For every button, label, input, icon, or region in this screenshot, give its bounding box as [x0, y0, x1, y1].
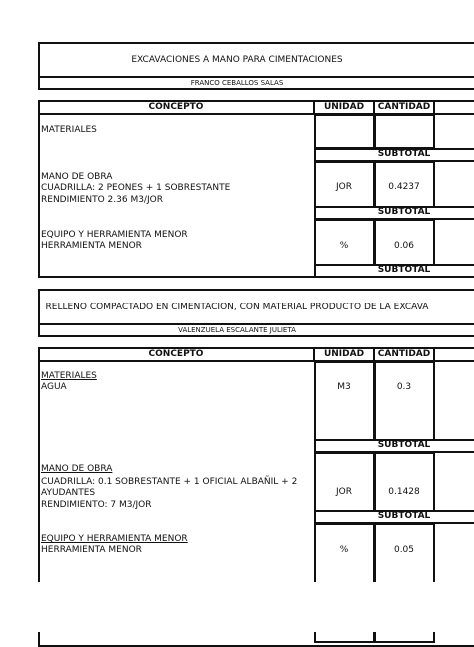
section2-mano-obra-line1: CUADRILLA: 0.1 SOBRESTANTE + 1 OFICIAL ALBAÑIL + 2 — [41, 477, 298, 487]
section2-mano-obra-cantidad: 0.1428 — [388, 487, 420, 497]
section2-subtotal2-label: SUBTOTAL — [377, 511, 431, 521]
section1-mano-obra-line2: RENDIMIENTO 2.36 M3/JOR — [41, 195, 163, 205]
section2-materiales-cantidad: 0.3 — [396, 382, 412, 392]
section1-header-concepto: CONCEPTO — [148, 102, 204, 112]
section1-subtotal1-label: SUBTOTAL — [377, 149, 431, 159]
section2-header-divider-a — [313, 347, 315, 361]
section1-author: FRANCO CEBALLOS SALAS — [190, 79, 284, 87]
section1-mano-obra-unidad: JOR — [336, 182, 352, 192]
section1-equipo-heading: EQUIPO Y HERRAMIENTA MENOR — [41, 230, 188, 240]
section2-materiales-line1: AGUA — [41, 382, 67, 392]
section1-mano-obra-line1: CUADRILLA: 2 PEONES + 1 SOBRESTANTE — [41, 183, 231, 193]
section1-equipo-line1: HERRAMIENTA MENOR — [41, 241, 142, 251]
section2-header-unidad: UNIDAD — [323, 349, 365, 359]
page-bottom-margin — [0, 582, 474, 632]
section1-mano-obra-cantidad: 0.4237 — [388, 182, 420, 192]
section2-equipo-unidad: % — [339, 545, 349, 555]
section2-mano-obra-line3: RENDIMIENTO: 7 M3/JOR — [41, 500, 152, 510]
section2-mano-obra-unidad-cell — [314, 452, 375, 512]
section1-mano-obra-heading: MANO DE OBRA — [41, 172, 113, 182]
section2-subtotal1-label: SUBTOTAL — [377, 440, 431, 450]
section2-header-cantidad: CANTIDAD — [377, 349, 431, 359]
section2-header-divider-c — [433, 347, 435, 361]
section2-equipo-line1: HERRAMIENTA MENOR — [41, 545, 142, 555]
section1-header-unidad: UNIDAD — [323, 102, 365, 112]
section2-title: RELLENO COMPACTADO EN CIMENTACIÓN, CON MATERIAL PRODUCTO DE LA EXCAVA — [45, 303, 429, 312]
section1-header-divider-b — [373, 100, 375, 114]
section1-header-cantidad: CANTIDAD — [377, 102, 431, 112]
section2-mano-obra-unidad: JOR — [336, 487, 352, 497]
section1-materiales-heading: MATERIALES — [41, 125, 97, 135]
section1-equipo-cantidad: 0.06 — [393, 241, 415, 251]
section1-subtotal2-label: SUBTOTAL — [377, 207, 431, 217]
section1-header-divider-c — [433, 100, 435, 114]
section2-materiales-unidad: M3 — [337, 382, 351, 392]
section2-materiales-cantidad-cell — [374, 361, 435, 441]
section2-mano-obra-line2: AYUDANTES — [41, 488, 96, 498]
section1-subtotal3-label: SUBTOTAL — [377, 265, 431, 275]
section1-equipo-unidad: % — [339, 241, 349, 251]
section2-author: VALENZUELA ESCALANTE JULIETA — [178, 326, 296, 334]
section2-header-divider-b — [373, 347, 375, 361]
section1-header-divider-a — [313, 100, 315, 114]
section1-title: EXCAVACIONES A MANO PARA CIMENTACIONES — [131, 55, 343, 65]
section2-materiales-heading: MATERIALES — [41, 371, 97, 381]
section1-materiales-cantidad-cell — [374, 114, 435, 149]
section2-equipo-cantidad: 0.05 — [393, 545, 415, 555]
section2-equipo-heading: EQUIPO Y HERRAMIENTA MENOR — [41, 534, 188, 544]
section2-header-concepto: CONCEPTO — [148, 349, 204, 359]
section1-materiales-unidad-cell — [314, 114, 375, 149]
section2-mano-obra-cantidad-cell — [374, 452, 435, 512]
section2-materiales-unidad-cell — [314, 361, 375, 441]
section2-mano-obra-heading: MANO DE OBRA — [41, 464, 113, 474]
